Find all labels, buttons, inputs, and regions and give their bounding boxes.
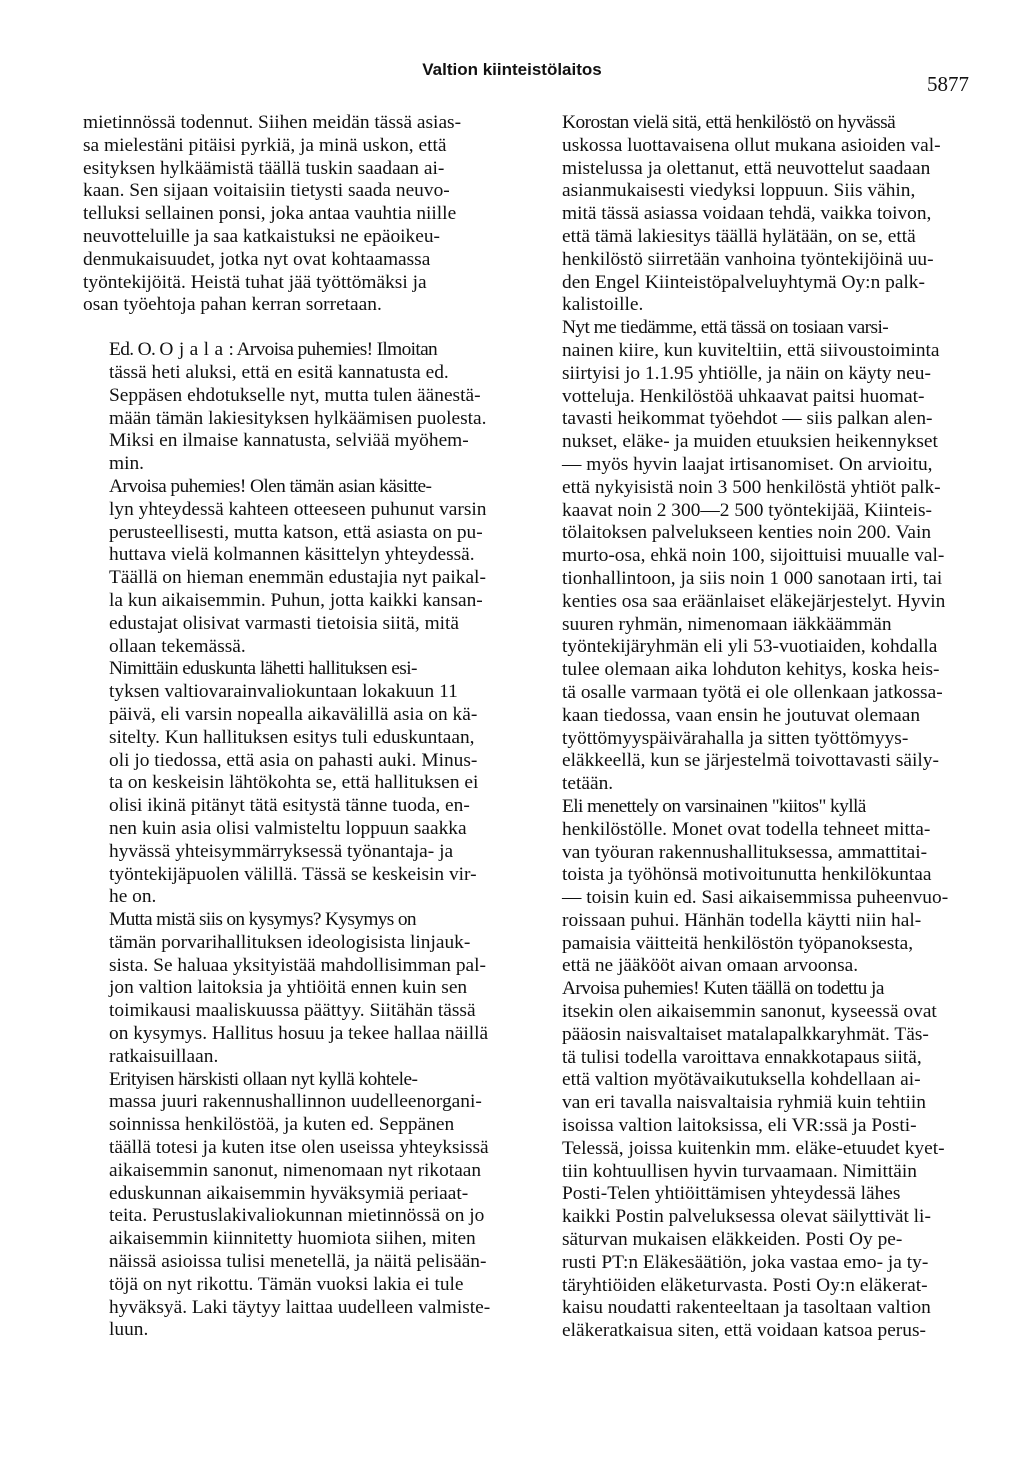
text-line: murto-osa, ehkä noin 100, sijoittuisi muualle val- xyxy=(562,545,945,567)
paragraph xyxy=(536,796,962,978)
text-line: kaisu noudatti rakenteeltaan ja tasoltaan valtion xyxy=(562,1297,931,1319)
text-line: telluksi sellainen ponsi, joka antaa vauhtia niille xyxy=(83,203,457,225)
text-line: kaan tiedossa, vaan ensin he joutuvat olemaan xyxy=(562,704,921,726)
text-line: päivä, eli varsin nopealla aikavälillä asia on kä- xyxy=(109,703,478,725)
text-line: sa mielestäni pitäisi pyrkiä, ja minä uskon, että xyxy=(83,134,447,156)
text-line: nukset, eläke- ja muiden etuuksien heikennykset xyxy=(562,431,938,453)
text-line: Arvoisa puhemies! Kuten täällä on todettu ja xyxy=(562,978,884,1000)
left-column xyxy=(83,112,503,1342)
text-line: oli jo tiedossa, että asia on pahasti auki. Minus- xyxy=(109,749,478,771)
text-line: min. xyxy=(109,453,145,475)
text-line: että tämä lakiesitys täällä hylätään, on se, että xyxy=(562,225,916,247)
text-line: ta on keskeisin lähtökohta se, että hallituksen ei xyxy=(109,772,479,794)
text-line: hyvässä yhteisymmärryksessä työnantaja- ja xyxy=(109,840,454,862)
speaker-line xyxy=(83,339,503,362)
text-line: että ne jääkööt aivan omaan arvoonsa. xyxy=(562,955,859,977)
text-line: hyväksyä. Laki täytyy laittaa uudelleen valmiste- xyxy=(109,1296,491,1318)
text-line: he on. xyxy=(109,886,157,908)
text-line: toimikausi maaliskuussa päättyy. Siitähän tässä xyxy=(109,1000,476,1022)
text-line: kalistoille. xyxy=(562,294,644,316)
text-line: Posti-Telen yhtiöittämisen yhteydessä lähes xyxy=(562,1183,901,1205)
text-line: säturvan mukaisen eläkkeiden. Posti Oy pe- xyxy=(562,1229,903,1251)
text-line: aikaisemmin sanonut, nimenomaan nyt rikotaan xyxy=(109,1159,482,1181)
text-line: osan työehtoja pahan kerran sorretaan. xyxy=(83,294,382,316)
paragraph xyxy=(536,112,962,317)
text-line: uskossa luottavaisena ollut mukana asioiden val- xyxy=(562,134,941,156)
speaker-colon: : xyxy=(228,339,234,361)
speaker-name: Ojala xyxy=(159,339,229,361)
text-line: tyksen valtiovarainvaliokuntaan lokakuun 11 xyxy=(109,681,458,703)
text-line: mitä tässä asiassa voidaan tehdä, vaikka toivon, xyxy=(562,203,932,225)
text-line: tässä heti aluksi, että en esitä kannatusta ed. xyxy=(109,361,449,383)
text-line: töjä on nyt rikottu. Tämän vuoksi lakia ei tule xyxy=(109,1273,464,1295)
text-line: massa juuri rakennushallinnon uudelleenorgani- xyxy=(109,1091,482,1113)
text-line: nen kuin asia olisi valmisteltu loppuun saakka xyxy=(109,817,467,839)
text-line: eduskunnan aikaisemmin hyväksymiä periaat- xyxy=(109,1182,469,1204)
text-line: la kun aikaisemmin. Puhun, jotta kaikki kansan- xyxy=(109,589,483,611)
text-line: Korostan vielä sitä, että henkilöstö on hyvässä xyxy=(562,112,896,133)
text-line: Täällä on hieman enemmän edustajia nyt paikal- xyxy=(109,567,486,589)
right-column xyxy=(536,112,962,1343)
text-line: tölaitoksen palvelukseen kenties noin 200. Vain xyxy=(562,522,932,544)
text-line: tionhallintoon, ja siis noin 1 000 sanotaan irti, tai xyxy=(562,567,943,589)
text-line: henkilöstölle. Monet ovat todella tehneet mitta- xyxy=(562,818,931,840)
text-line: isoissa valtion laitoksissa, eli VR:ssä ja Posti- xyxy=(562,1115,917,1137)
text-line: tä osalle varmaan työtä ei ole ollenkaan jatkossa- xyxy=(562,681,943,703)
text-line: van työuran rakennushallituksessa, ammattitai- xyxy=(562,841,928,863)
text-line: työntekijäpuolen välillä. Tässä se keskeisin vir- xyxy=(109,863,477,885)
paragraph xyxy=(83,112,503,317)
text-line: kenties osa saa eräänlaiset eläkejärjestelyt. Hyvin xyxy=(562,590,946,612)
paragraph xyxy=(83,658,503,909)
text-line: kaikki Postin palveluksessa olevat säilyttivät li- xyxy=(562,1206,931,1228)
text-line: perusteellisesti, mutta katson, että asiasta on pu- xyxy=(109,521,483,543)
text-line: — myös hyvin laajat irtisanomiset. On arvioitu, xyxy=(562,453,933,475)
text-line: neuvotteluille ja saa katkaistuksi ne epäoikeu- xyxy=(83,225,440,247)
text-line: roissaan puhui. Hänhän todella käytti niin hal- xyxy=(562,909,922,931)
text-line: Eli menettely on varsinainen "kiitos" kyllä xyxy=(562,795,866,817)
paragraph xyxy=(536,317,962,796)
paragraph xyxy=(83,1069,503,1343)
paragraph xyxy=(536,978,962,1343)
text-line: olisi ikinä pitänyt tätä esitystä tänne tuoda, en- xyxy=(109,795,470,817)
text-line: työntekijäryhmän eli yli 53-vuotiaiden, kohdalla xyxy=(562,636,938,658)
text-line: ratkaisuillaan. xyxy=(109,1045,219,1067)
text-line: sitelty. Kun hallituksen esitys tuli eduskuntaan, xyxy=(109,726,475,748)
text-line: Erityisen härskisti ollaan nyt kyllä kohtele- xyxy=(109,1068,418,1090)
text-line: eläkkeellä, kun se järjestelmä toivottavasti säily- xyxy=(562,750,939,772)
text-line: työttömyyspäivärahalla ja sitten työttömyys- xyxy=(562,727,909,749)
running-header-title: Valtion kiinteistölaitos xyxy=(422,60,602,79)
text-line: esityksen hylkäämistä täällä tuskin saadaan ai- xyxy=(83,157,445,179)
text-line: lyn yhteydessä kahteen otteeseen puhunut varsin xyxy=(109,498,487,520)
text-line: mietinnössä todennut. Siihen meidän tässä asias- xyxy=(83,112,462,133)
text-line: Telessä, joissa kuitenkin mm. eläke-etuudet kyet- xyxy=(562,1137,945,1159)
text-line: — toisin kuin ed. Sasi aikaisemmissa puheenvuo- xyxy=(562,887,949,909)
text-line: nainen kiire, kun kuviteltiin, että siivoustoiminta xyxy=(562,339,940,361)
text-line: eläkeratkaisua siten, että voidaan katsoa perus- xyxy=(562,1320,926,1342)
text-line: Arvoisa puhemies! Olen tämän asian käsitte- xyxy=(109,475,432,497)
text-line: siirtyisi jo 1.1.95 yhtiölle, ja näin on käyty neu- xyxy=(562,362,931,384)
paragraph xyxy=(83,909,503,1069)
text-line: tulee olemaan aika lohduton kehitys, koska heis- xyxy=(562,659,940,681)
text-line: Seppäsen ehdotukselle nyt, mutta tulen äänestä- xyxy=(109,384,481,406)
text-line: toista ja työhönsä motivoitunutta henkilökuntaa xyxy=(562,864,932,886)
text-line: denmukaisuudet, jotka nyt ovat kohtaamassa xyxy=(83,248,431,270)
text-line: tavasti heikommat työehdot — siis palkan alen- xyxy=(562,408,933,430)
text-line: votteluja. Henkilöstöä uhkaavat paitsi huomat- xyxy=(562,385,925,407)
text-line: sista. Se haluaa yksityistää mahdollisimman pal- xyxy=(109,954,486,976)
text-line: rusti PT:n Eläkesäätiön, joka vastaa emo- ja ty- xyxy=(562,1251,929,1273)
text-line: että nykyisistä noin 3 500 henkilöstä yhtiöt palk- xyxy=(562,476,941,498)
text-line: tetään. xyxy=(562,773,614,795)
text-line: jon valtion laitoksia ja yhtiöitä ennen kuin sen xyxy=(109,977,468,999)
text-line: mistelussa ja olettanut, että neuvottelut saadaan xyxy=(562,157,931,179)
speech-text xyxy=(83,362,503,476)
paragraph xyxy=(83,476,503,658)
text-line: henkilöstö siirretään vanhoina työntekijöinä uu- xyxy=(562,248,934,270)
text-line: suuren ryhmän, nimenomaan iäkkäämmän xyxy=(562,613,892,635)
text-line: Nimittäin eduskunta lähetti hallituksen esi- xyxy=(109,658,417,680)
text-line: teita. Perustuslakivaliokunnan mietinnössä on jo xyxy=(109,1205,485,1227)
text-line: asianmukaisesti viedyksi loppuun. Siis vähin, xyxy=(562,180,916,202)
text-line: van eri tavalla naisvaltaisia ryhmiä kuin tehtiin xyxy=(562,1092,927,1114)
text-line: soinnissa henkilöstöä, ja kuten ed. Seppänen xyxy=(109,1114,455,1136)
speech-opening: Arvoisa puhemies! Ilmoitan xyxy=(236,339,438,361)
text-line: pamaisia väitteitä henkilöstön työpanoksesta, xyxy=(562,932,914,954)
text-line: kaavat noin 2 300—2 500 työntekijää, Kiinteis- xyxy=(562,499,932,521)
text-line: luun. xyxy=(109,1319,149,1341)
text-line: Miksi en ilmaise kannatusta, selviää myöhem- xyxy=(109,430,469,452)
text-line: huttava vielä kolmannen käsittelyn yhteydessä. xyxy=(109,544,475,566)
text-line: aikaisemmin kiinnitetty huomiota siihen, miten xyxy=(109,1228,476,1250)
text-line: näissä asioissa tulisi menetellä, ja näitä pelisään- xyxy=(109,1251,487,1273)
text-line: tiin kohtuullisen hyvin turvaamaan. Nimittäin xyxy=(562,1160,917,1182)
text-line: tä tulisi todella varoittava ennakkotapaus siitä, xyxy=(562,1046,922,1068)
text-line: täryhtiöiden eläketurvasta. Posti Oy:n eläkerat- xyxy=(562,1274,928,1296)
text-line: Nyt me tiedämme, että tässä on tosiaan varsi- xyxy=(562,317,889,339)
text-line: että valtion myötävaikutuksella kohdellaan ai- xyxy=(562,1069,921,1091)
text-line: ollaan tekemässä. xyxy=(109,635,246,657)
text-line: Mutta mistä siis on kysymys? Kysymys on xyxy=(109,909,416,931)
text-line: on kysymys. Hallitus hosuu ja tekee hallaa näillä xyxy=(109,1023,489,1045)
text-line: tämän porvarihallituksen ideologisista linjauk- xyxy=(109,931,471,953)
speaker-paragraph xyxy=(83,339,503,476)
text-line: edustajat olisivat varmasti tietoisia siitä, mitä xyxy=(109,612,460,634)
text-line: den Engel Kiinteistöpalveluyhtymä Oy:n palk- xyxy=(562,271,925,293)
text-line: itsekin olen aikaisemmin sanonut, kyseessä ovat xyxy=(562,1001,937,1023)
text-line: täällä totesi ja kuten itse olen useissa yhteyksissä xyxy=(109,1137,489,1159)
page-number: 5877 xyxy=(927,72,969,96)
text-line: pääosin naisvaltaiset matalapalkkaryhmät. Täs- xyxy=(562,1023,929,1045)
speaker-prefix: Ed. O. xyxy=(109,339,156,361)
text-line: työntekijöitä. Heistä tuhat jää työttömäksi ja xyxy=(83,271,427,293)
text-line: kaan. Sen sijaan voitaisiin tietysti saada neuvo- xyxy=(83,180,450,202)
text-line: mään tämän lakiesityksen hylkäämisen puolesta. xyxy=(109,407,487,429)
